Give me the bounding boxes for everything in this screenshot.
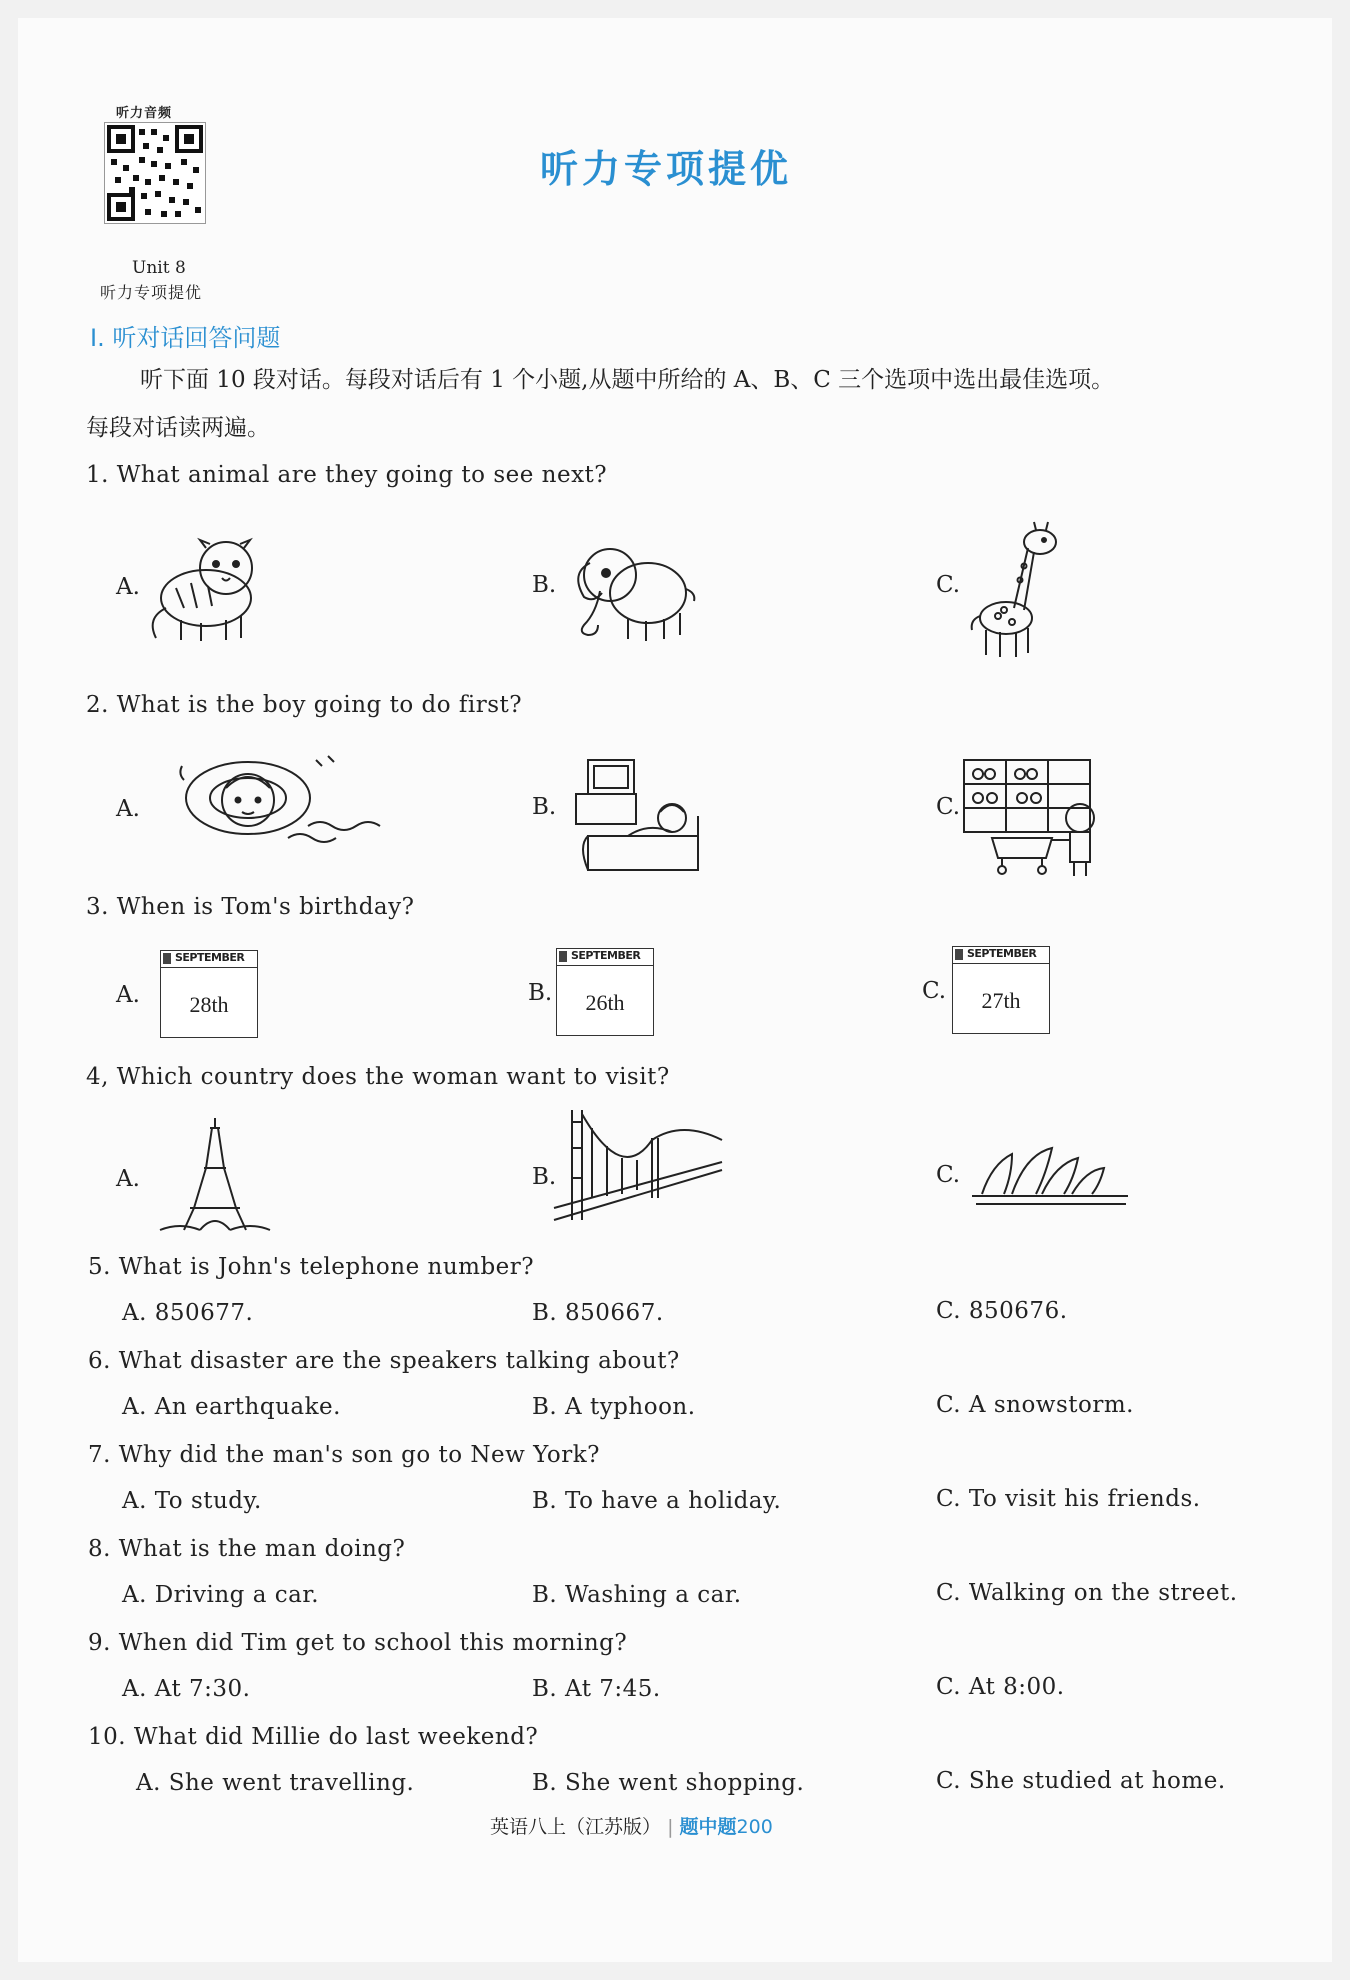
calendar-month: SEPTEMBER xyxy=(953,947,1049,964)
question-7: 7. Why did the man's son go to New York? xyxy=(88,1442,600,1468)
calendar-icon[interactable] xyxy=(160,950,258,1038)
option-b[interactable]: B. 850667. xyxy=(532,1300,664,1326)
option-a[interactable]: A. Driving a car. xyxy=(122,1582,320,1608)
section-heading: Ⅰ. 听对话回答问题 xyxy=(90,324,281,352)
option-a[interactable]: A. She went travelling. xyxy=(136,1770,415,1796)
question-8: 8. What is the man doing? xyxy=(88,1536,406,1562)
question-10: 10. What did Millie do last weekend? xyxy=(88,1724,539,1750)
question-3: 3. When is Tom's birthday? xyxy=(86,894,415,920)
option-b[interactable]: B. Washing a car. xyxy=(532,1582,742,1608)
instruction-line-1: 听下面 10 段对话。每段对话后有 1 个小题,从题中所给的 A、B、C 三个选项中选出最佳选项。 xyxy=(140,367,1115,393)
option-label: C. xyxy=(922,978,947,1004)
footer-book-title: 英语八上（江苏版） xyxy=(490,1816,662,1838)
option-label: B. xyxy=(532,1164,557,1190)
option-c[interactable]: C. 850676. xyxy=(936,1298,1068,1324)
page-number: 200 xyxy=(736,1816,773,1838)
footer-separator: | xyxy=(667,1816,674,1838)
swimming-boy-icon[interactable] xyxy=(168,746,408,860)
golden-gate-bridge-icon[interactable] xyxy=(552,1108,722,1232)
option-c[interactable]: C. A snowstorm. xyxy=(936,1392,1134,1418)
question-4: 4, Which country does the woman want to visit? xyxy=(86,1064,670,1090)
option-a[interactable]: A. 850677. xyxy=(122,1300,254,1326)
option-c[interactable]: C. At 8:00. xyxy=(936,1674,1065,1700)
option-label: A. xyxy=(116,982,140,1008)
option-a[interactable]: A. At 7:30. xyxy=(122,1676,251,1702)
sydney-opera-house-icon[interactable] xyxy=(972,1144,1132,1218)
qr-caption: 听力音频 xyxy=(116,106,173,121)
question-2: 2. What is the boy going to do first? xyxy=(86,692,523,718)
question-5: 5. What is John's telephone number? xyxy=(88,1254,535,1280)
page-footer xyxy=(490,1812,773,1839)
option-c[interactable]: C. To visit his friends. xyxy=(936,1486,1201,1512)
option-b[interactable]: B. A typhoon. xyxy=(532,1394,696,1420)
calendar-day: 28th xyxy=(189,992,229,1017)
option-label: C. xyxy=(936,794,961,820)
boy-in-bed-icon[interactable] xyxy=(568,756,718,880)
qr-code-icon[interactable] xyxy=(104,122,206,224)
giraffe-icon[interactable] xyxy=(966,520,1076,664)
option-b[interactable]: B. She went shopping. xyxy=(532,1770,805,1796)
option-label: B. xyxy=(528,980,553,1006)
shopping-boy-icon[interactable] xyxy=(962,758,1112,882)
elephant-icon[interactable] xyxy=(568,533,698,652)
page xyxy=(18,18,1332,1962)
unit-label: Unit 8 xyxy=(132,258,186,278)
tiger-icon[interactable] xyxy=(146,528,276,652)
unit-subtitle: 听力专项提优 xyxy=(100,283,203,302)
option-label: A. xyxy=(116,1166,140,1192)
footer-brand: 题中题 xyxy=(679,1816,737,1838)
option-label: A. xyxy=(116,796,140,822)
option-c[interactable]: C. Walking on the street. xyxy=(936,1580,1238,1606)
option-b[interactable]: B. To have a holiday. xyxy=(532,1488,782,1514)
calendar-day: 27th xyxy=(981,988,1021,1013)
page-title: 听力专项提优 xyxy=(540,146,793,191)
question-9: 9. When did Tim get to school this morning? xyxy=(88,1630,628,1656)
question-6: 6. What disaster are the speakers talking about? xyxy=(88,1348,680,1374)
calendar-month: SEPTEMBER xyxy=(557,949,653,966)
option-b[interactable]: B. At 7:45. xyxy=(532,1676,661,1702)
option-label: B. xyxy=(532,572,557,598)
option-label: C. xyxy=(936,1162,961,1188)
option-label: C. xyxy=(936,572,961,598)
calendar-month: SEPTEMBER xyxy=(161,951,257,968)
option-c[interactable]: C. She studied at home. xyxy=(936,1768,1226,1794)
calendar-icon[interactable] xyxy=(556,948,654,1036)
calendar-day: 26th xyxy=(585,990,625,1015)
instruction-line-2: 每段对话读两遍。 xyxy=(86,415,270,441)
calendar-icon[interactable] xyxy=(952,946,1050,1034)
option-label: A. xyxy=(116,574,140,600)
option-a[interactable]: A. To study. xyxy=(122,1488,262,1514)
eiffel-tower-icon[interactable] xyxy=(160,1116,270,1240)
option-a[interactable]: A. An earthquake. xyxy=(122,1394,341,1420)
question-1: 1. What animal are they going to see next? xyxy=(86,462,608,488)
option-label: B. xyxy=(532,794,557,820)
